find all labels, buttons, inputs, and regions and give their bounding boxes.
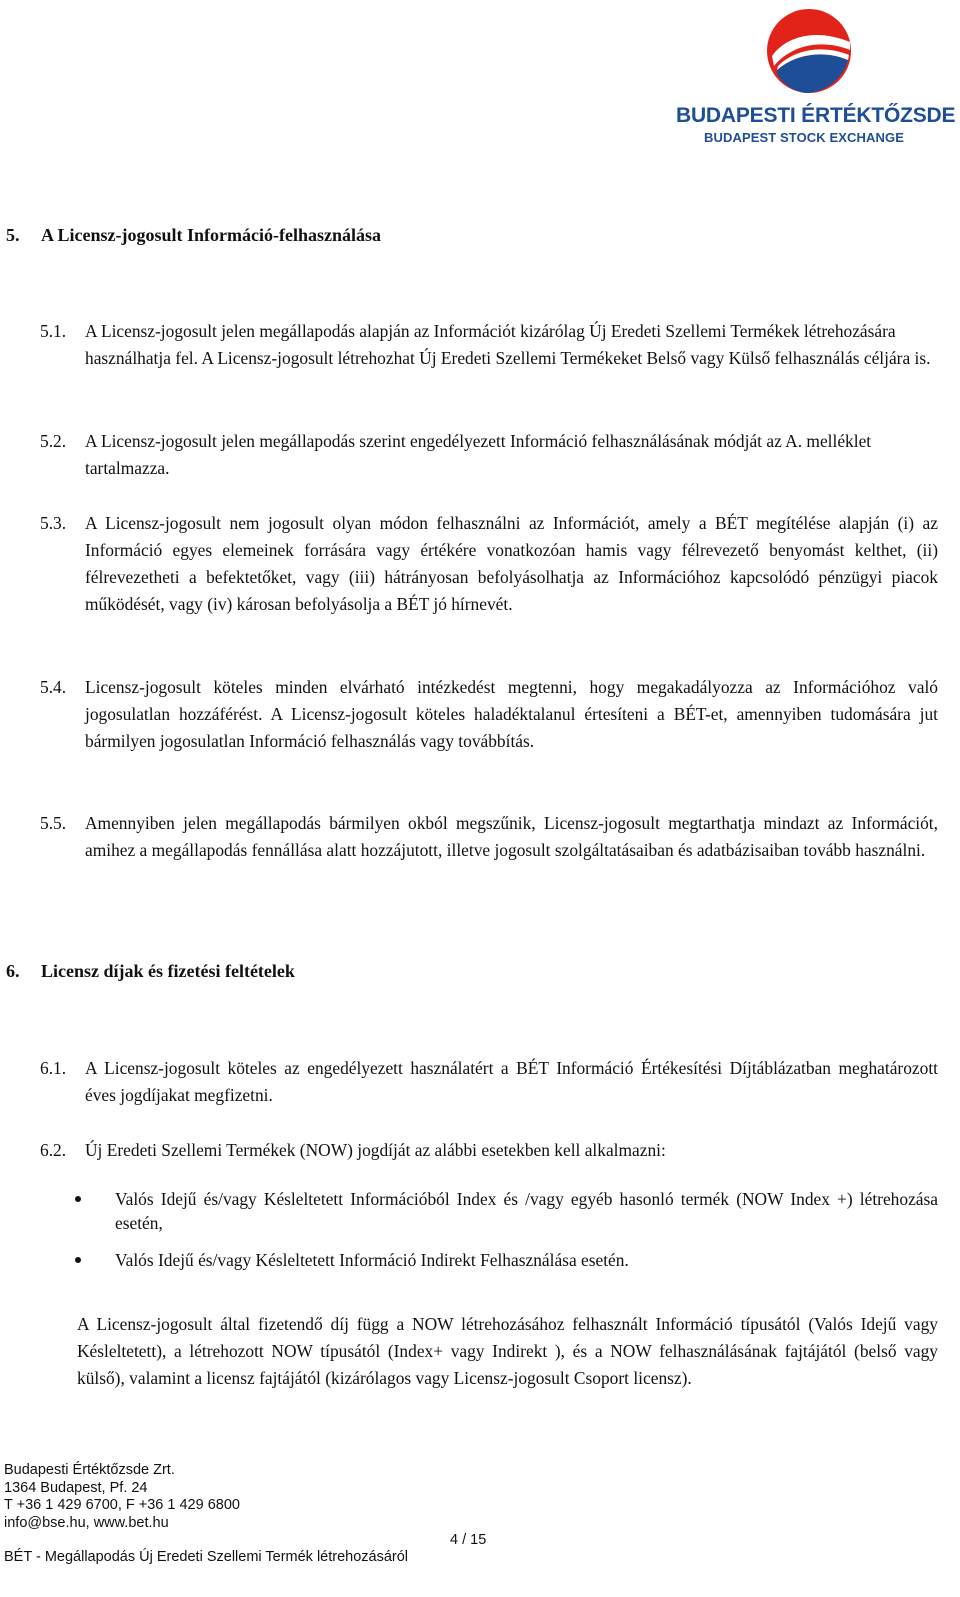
bullet-text: Valós Idejű és/vagy Késleltetett Információból Index és /vagy egyéb hasonló termék (NOW Index +) létrehozása esetén, <box>115 1189 938 1233</box>
clause-number: 5.3. <box>40 513 67 533</box>
footer-address-line: 1364 Budapest, Pf. 24 <box>4 1479 148 1496</box>
clause-number: 5.2. <box>40 431 67 451</box>
footer-web: info@bse.hu, www.bet.hu <box>4 1514 169 1531</box>
footer-phone: T +36 1 429 6700, F +36 1 429 6800 <box>4 1497 240 1513</box>
clause-number: 6.2. <box>40 1140 67 1160</box>
clause-number: 6.1. <box>40 1058 67 1078</box>
logo-name-en: BUDAPEST STOCK EXCHANGE <box>704 130 904 145</box>
section-5-number: 5. <box>6 225 20 245</box>
clause-5-1 <box>40 318 938 372</box>
footer-company: Budapesti Értéktőzsde Zrt. <box>4 1462 175 1478</box>
bullet-dot-icon <box>75 1257 81 1263</box>
section-6-heading <box>6 961 295 982</box>
clause-text: Új Eredeti Szellemi Termékek (NOW) jogdíját az alábbi esetekben kell alkalmazni: <box>85 1140 666 1160</box>
bse-logo-mark-icon <box>764 6 854 96</box>
clause-text: A Licensz-jogosult jelen megállapodás szerint engedélyezett Információ felhasználásának módját az A. melléklet tartalmazza. <box>85 431 872 478</box>
fee-paragraph: A Licensz-jogosult által fizetendő díj függ a NOW létrehozásához felhasznált Információ típusától (Valós Idejű vagy Késleltetett), a létrehozott NOW típusától (Index+ vagy Indirekt ), és a NOW felhasználásának fajtájától (belső vagy külső), valamint a licensz fajtájától (kizárólagos vagy Licensz-jogosult Csoport licensz). <box>77 1314 938 1388</box>
section-6-number: 6. <box>6 961 20 981</box>
clause-text: Licensz-jogosult köteles minden elvárható intézkedést megtenni, hogy megakadályozza az Információhoz való jogosulatlan hozzáférést. A Licensz-jogosult köteles haladéktalanul értesíteni a BÉT-et, amennyiben tudomására jut bármilyen jogosulatlan Információ felhasználás vagy továbbítás. <box>85 677 938 751</box>
clause-5-3 <box>40 510 938 618</box>
clause-text: A Licensz-jogosult köteles az engedélyezett használatért a BÉT Információ Értékesítési Díjtáblázatban meghatározott éves jogdíjakat megfizetni. <box>85 1058 938 1105</box>
clause-number: 5.1. <box>40 321 67 341</box>
bullet-dot-icon <box>75 1196 81 1202</box>
page-number: 4 / 15 <box>450 1532 487 1548</box>
clause-number: 5.4. <box>40 677 67 697</box>
section-6-title: Licensz díjak és fizetési feltételek <box>41 961 295 981</box>
clause-number: 5.5. <box>40 813 67 833</box>
footer-address <box>4 1462 604 1532</box>
bse-logo <box>676 6 956 146</box>
section-5-title: A Licensz-jogosult Információ-felhasználása <box>41 225 381 245</box>
clause-6-2 <box>40 1137 938 1164</box>
bullet-item <box>75 1187 938 1235</box>
clause-5-2 <box>40 428 938 482</box>
clause-text: Amennyiben jelen megállapodás bármilyen okból megszűnik, Licensz-jogosult megtarthatja mindazt az Információt, amihez a megállapodás fennállása alatt hozzájutott, illetve jogosult szolgáltatásaiban és adatbázisaiban tovább használni. <box>85 813 938 860</box>
clause-6-1 <box>40 1055 938 1109</box>
bullet-item <box>75 1248 938 1272</box>
section-5-heading <box>6 225 381 246</box>
clause-5-5 <box>40 810 938 864</box>
logo-name-hu: BUDAPESTI ÉRTÉKTŐZSDE <box>676 104 956 127</box>
bullet-text: Valós Idejű és/vagy Késleltetett Információ Indirekt Felhasználása esetén. <box>115 1250 629 1270</box>
clause-5-4 <box>40 674 938 755</box>
clause-text: A Licensz-jogosult jelen megállapodás alapján az Információt kizárólag Új Eredeti Szellemi Termékek létrehozására használhatja fel. A Licensz-jogosult létrehozhat Új Eredeti Szellemi Termékeket Belső vagy Külső felhasználás céljára is. <box>85 321 931 368</box>
clause-text: A Licensz-jogosult nem jogosult olyan módon felhasználni az Információt, amely a BÉT megítélése alapján (i) az Információ egyes elemeinek forrására vagy értékére vonatkozóan hamis vagy félrevezető benyomást kelthet, (ii) félrevezetheti a befektetőket, vagy (iii) hátrányosan befolyásolhatja az Információhoz kapcsolódó pénzügyi piacok működését, vagy (iv) károsan befolyásolja a BÉT jó hírnevét. <box>85 513 938 614</box>
footer-document-title: BÉT - Megállapodás Új Eredeti Szellemi Termék létrehozásáról <box>4 1549 409 1565</box>
